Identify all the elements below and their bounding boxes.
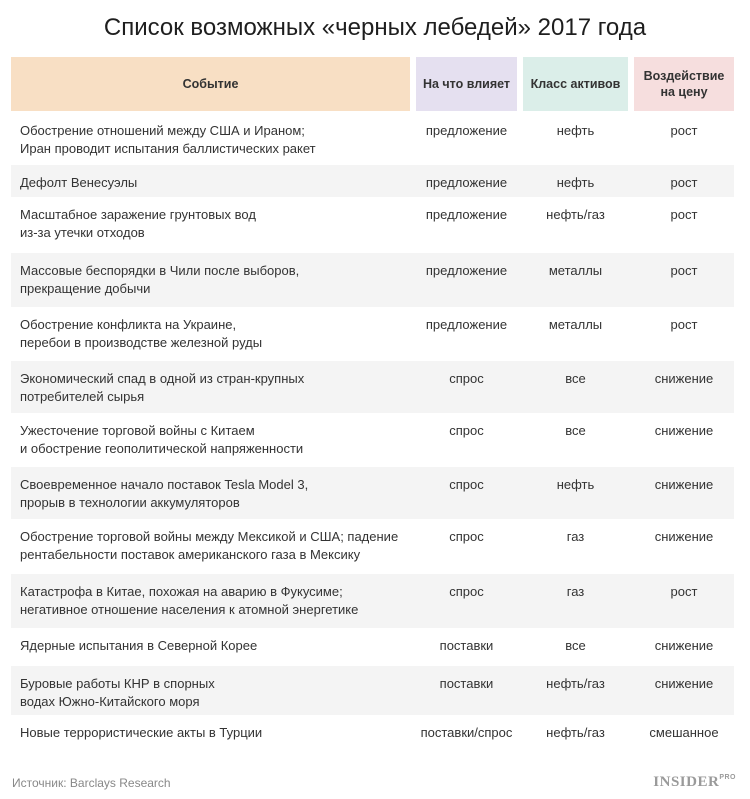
cell-price: рост (670, 123, 698, 138)
cell-asset-class: нефть (556, 123, 595, 138)
cell-asset-class: все (565, 638, 586, 653)
cell-price: снижение (654, 371, 714, 386)
cell-event: Обострение конфликта на Украине, перебои в производстве железной руды (20, 317, 263, 350)
cell-asset-class: нефть (556, 477, 595, 492)
cell-price: рост (670, 317, 698, 332)
table-row (11, 666, 734, 715)
table-row (11, 519, 734, 574)
cell-asset-class: металлы (548, 263, 603, 278)
cell-asset-class: нефть/газ (546, 207, 605, 222)
logo-main: INSIDER (653, 774, 720, 790)
cell-impact: спрос (449, 371, 484, 386)
cell-event: Экономический спад в одной из стран-крупных потребителей сырья (20, 371, 305, 404)
table-row (11, 628, 734, 666)
source-note: Источник: Barclays Research (12, 776, 171, 790)
cell-asset-class: нефть (556, 175, 595, 190)
cell-impact: поставки/спрос (420, 725, 513, 740)
cell-asset-class: нефть/газ (546, 725, 605, 740)
cell-asset-class: газ (566, 529, 585, 544)
table-row (11, 253, 734, 307)
cell-price: рост (670, 207, 698, 222)
cell-impact: поставки (439, 638, 494, 653)
cell-event: Своевременное начало поставок Tesla Model 3, прорыв в технологии аккумуляторов (20, 477, 309, 510)
table-row (11, 715, 734, 755)
cell-event: Обострение торговой войны между Мексикой и США; падение рентабельности поставок американского газа в Мексику (20, 529, 399, 562)
insider-pro-logo (653, 774, 736, 791)
table-row (11, 574, 734, 628)
cell-event: Массовые беспорядки в Чили после выборов, прекращение добычи (20, 263, 300, 296)
page-title: Список возможных «черных лебедей» 2017 года (103, 14, 647, 41)
header-asset-class: Класс активов (523, 57, 628, 111)
cell-price: снижение (654, 676, 714, 691)
table-row (11, 413, 734, 467)
cell-price: снижение (654, 529, 714, 544)
header-impact: На что влияет (416, 57, 517, 111)
cell-impact: предложение (425, 317, 508, 332)
header-price-impact (634, 57, 734, 111)
logo-sup: PRO (719, 774, 736, 781)
cell-asset-class: все (565, 371, 586, 386)
cell-event: Дефолт Венесуэлы (20, 175, 138, 190)
cell-impact: спрос (449, 529, 484, 544)
cell-asset-class: металлы (548, 317, 603, 332)
header-price-line2: на цену (660, 85, 708, 99)
table-row (11, 361, 734, 413)
table-row (11, 467, 734, 519)
header-price-line1: Воздействие (643, 69, 725, 83)
cell-asset-class: все (565, 423, 586, 438)
cell-event: Ужесточение торговой войны с Китаем и обострение геополитической напряженности (20, 423, 304, 456)
cell-impact: поставки (439, 676, 494, 691)
cell-event: Буровые работы КНР в спорных водах Южно-Китайского моря (20, 676, 215, 709)
cell-price: снижение (654, 423, 714, 438)
cell-impact: спрос (449, 584, 484, 599)
cell-event: Масштабное заражение грунтовых вод из-за утечки отходов (20, 207, 256, 240)
cell-price: рост (670, 584, 698, 599)
cell-impact: спрос (449, 423, 484, 438)
cell-price: снижение (654, 477, 714, 492)
cell-price: рост (670, 175, 698, 190)
cell-asset-class: нефть/газ (546, 676, 605, 691)
table-row (11, 307, 734, 361)
table-row (11, 165, 734, 197)
cell-asset-class: газ (566, 584, 585, 599)
table-row (11, 113, 734, 165)
cell-impact: предложение (425, 263, 508, 278)
cell-event: Новые террористические акты в Турции (20, 725, 263, 740)
cell-event: Ядерные испытания в Северной Корее (20, 638, 258, 653)
cell-event: Обострение отношений между США и Ираном; Иран проводит испытания баллистических ракет (20, 123, 316, 156)
cell-event: Катастрофа в Китае, похожая на аварию в Фукусиме; негативное отношение населения к атомной энергетике (20, 584, 359, 617)
cell-price: рост (670, 263, 698, 278)
cell-impact: предложение (425, 175, 508, 190)
cell-impact: предложение (425, 123, 508, 138)
header-event: Событие (11, 57, 410, 111)
table-row (11, 197, 734, 251)
cell-impact: предложение (425, 207, 508, 222)
cell-price: смешанное (649, 725, 719, 740)
cell-impact: спрос (449, 477, 484, 492)
cell-price: снижение (654, 638, 714, 653)
